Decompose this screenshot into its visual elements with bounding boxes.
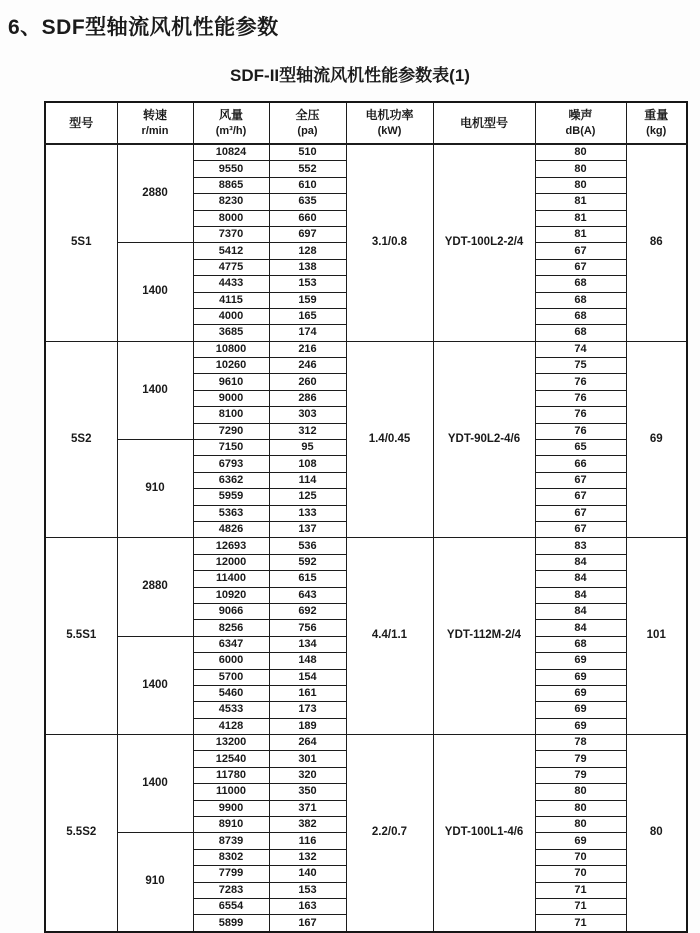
pressure-cell: 159 [269, 292, 346, 308]
airflow-cell: 5959 [193, 489, 269, 505]
pressure-cell: 643 [269, 587, 346, 603]
fan-performance-table [44, 101, 688, 933]
airflow-cell: 5460 [193, 685, 269, 701]
noise-cell: 76 [535, 374, 626, 390]
pressure-cell: 108 [269, 456, 346, 472]
airflow-cell: 9066 [193, 603, 269, 619]
noise-cell: 68 [535, 276, 626, 292]
pressure-cell: 510 [269, 144, 346, 161]
speed-cell: 1400 [117, 341, 193, 439]
airflow-cell: 6362 [193, 472, 269, 488]
airflow-cell: 5700 [193, 669, 269, 685]
noise-cell: 79 [535, 767, 626, 783]
airflow-cell: 7370 [193, 226, 269, 242]
pressure-cell: 128 [269, 243, 346, 259]
airflow-cell: 7799 [193, 866, 269, 882]
noise-cell: 80 [535, 161, 626, 177]
pressure-cell: 264 [269, 735, 346, 751]
noise-cell: 75 [535, 358, 626, 374]
pressure-cell: 137 [269, 521, 346, 537]
col-header-noise-unit: dB(A) [565, 124, 596, 137]
speed-cell: 910 [117, 833, 193, 932]
pressure-cell: 660 [269, 210, 346, 226]
pressure-cell: 154 [269, 669, 346, 685]
noise-cell: 80 [535, 144, 626, 161]
pressure-cell: 615 [269, 571, 346, 587]
motor-model-cell: YDT-100L2-2/4 [433, 144, 535, 341]
pressure-cell: 134 [269, 636, 346, 652]
table-row [45, 538, 687, 554]
airflow-cell: 4433 [193, 276, 269, 292]
col-header-pressure-title: 全压 [295, 108, 320, 123]
noise-cell: 80 [535, 817, 626, 833]
airflow-cell: 6793 [193, 456, 269, 472]
pressure-cell: 114 [269, 472, 346, 488]
pressure-cell: 153 [269, 276, 346, 292]
noise-cell: 69 [535, 833, 626, 849]
airflow-cell: 8910 [193, 817, 269, 833]
pressure-cell: 173 [269, 702, 346, 718]
pressure-cell: 163 [269, 898, 346, 914]
noise-cell: 84 [535, 571, 626, 587]
noise-cell: 84 [535, 587, 626, 603]
motor-model-cell: YDT-112M-2/4 [433, 538, 535, 735]
speed-cell: 2880 [117, 538, 193, 636]
noise-cell: 84 [535, 620, 626, 636]
table-title: SDF-II型轴流风机性能参数表(1) [230, 66, 470, 85]
pressure-cell: 303 [269, 407, 346, 423]
airflow-cell: 8100 [193, 407, 269, 423]
col-header-weight-title: 重量 [644, 108, 669, 123]
motor-model-cell: YDT-100L1-4/6 [433, 735, 535, 932]
noise-cell: 80 [535, 800, 626, 816]
noise-cell: 69 [535, 653, 626, 669]
col-header-pressure-unit: (pa) [297, 124, 318, 137]
pressure-cell: 692 [269, 603, 346, 619]
motor-power-cell: 1.4/0.45 [346, 341, 433, 538]
noise-cell: 81 [535, 226, 626, 242]
motor-power-cell: 2.2/0.7 [346, 735, 433, 932]
pressure-cell: 371 [269, 800, 346, 816]
pressure-cell: 138 [269, 259, 346, 275]
pressure-cell: 133 [269, 505, 346, 521]
pressure-cell: 116 [269, 833, 346, 849]
airflow-cell: 12540 [193, 751, 269, 767]
pressure-cell: 174 [269, 325, 346, 341]
airflow-cell: 11780 [193, 767, 269, 783]
airflow-cell: 5363 [193, 505, 269, 521]
col-header-speed-title: 转速 [142, 108, 167, 123]
noise-cell: 69 [535, 702, 626, 718]
airflow-cell: 7150 [193, 440, 269, 456]
noise-cell: 76 [535, 390, 626, 406]
noise-cell: 76 [535, 423, 626, 439]
pressure-cell: 167 [269, 915, 346, 932]
pressure-cell: 189 [269, 718, 346, 734]
pressure-cell: 125 [269, 489, 346, 505]
pressure-cell: 635 [269, 194, 346, 210]
pressure-cell: 536 [269, 538, 346, 554]
pressure-cell: 382 [269, 817, 346, 833]
airflow-cell: 4000 [193, 308, 269, 324]
noise-cell: 69 [535, 669, 626, 685]
pressure-cell: 260 [269, 374, 346, 390]
col-header-power-title: 电机功率 [365, 108, 414, 123]
airflow-cell: 4115 [193, 292, 269, 308]
pressure-cell: 246 [269, 358, 346, 374]
noise-cell: 71 [535, 898, 626, 914]
noise-cell: 66 [535, 456, 626, 472]
airflow-cell: 8256 [193, 620, 269, 636]
airflow-cell: 9610 [193, 374, 269, 390]
motor-power-cell: 3.1/0.8 [346, 144, 433, 341]
speed-cell: 910 [117, 440, 193, 538]
col-header-airflow [193, 102, 269, 144]
weight-cell: 69 [626, 341, 687, 538]
col-header-pressure [269, 102, 346, 144]
pressure-cell: 592 [269, 554, 346, 570]
airflow-cell: 10260 [193, 358, 269, 374]
table-row [45, 144, 687, 161]
airflow-cell: 6347 [193, 636, 269, 652]
noise-cell: 76 [535, 407, 626, 423]
weight-cell: 86 [626, 144, 687, 341]
airflow-cell: 6554 [193, 898, 269, 914]
weight-cell: 80 [626, 735, 687, 932]
noise-cell: 69 [535, 685, 626, 701]
airflow-cell: 8230 [193, 194, 269, 210]
weight-cell: 101 [626, 538, 687, 735]
pressure-cell: 697 [269, 226, 346, 242]
col-header-speed [117, 102, 193, 144]
noise-cell: 70 [535, 849, 626, 865]
airflow-cell: 9900 [193, 800, 269, 816]
airflow-cell: 12000 [193, 554, 269, 570]
col-header-power-unit: (kW) [377, 124, 402, 137]
noise-cell: 68 [535, 308, 626, 324]
speed-cell: 1400 [117, 636, 193, 734]
noise-cell: 68 [535, 325, 626, 341]
noise-cell: 67 [535, 489, 626, 505]
model-cell: 5.5S1 [45, 538, 117, 735]
airflow-cell: 10800 [193, 341, 269, 357]
pressure-cell: 132 [269, 849, 346, 865]
col-header-airflow-title: 风量 [218, 108, 243, 123]
noise-cell: 67 [535, 521, 626, 537]
pressure-cell: 350 [269, 784, 346, 800]
noise-cell: 68 [535, 636, 626, 652]
pressure-cell: 610 [269, 177, 346, 193]
noise-cell: 79 [535, 751, 626, 767]
pressure-cell: 312 [269, 423, 346, 439]
speed-cell: 1400 [117, 243, 193, 341]
table-row [45, 735, 687, 751]
airflow-cell: 9550 [193, 161, 269, 177]
motor-power-cell: 4.4/1.1 [346, 538, 433, 735]
airflow-cell: 8865 [193, 177, 269, 193]
pressure-cell: 756 [269, 620, 346, 636]
table-row [45, 341, 687, 357]
airflow-cell: 4533 [193, 702, 269, 718]
noise-cell: 80 [535, 784, 626, 800]
col-header-motor [433, 102, 535, 144]
col-header-weight-unit: (kg) [646, 124, 667, 137]
noise-cell: 84 [535, 554, 626, 570]
col-header-power [346, 102, 433, 144]
airflow-cell: 11400 [193, 571, 269, 587]
pressure-cell: 552 [269, 161, 346, 177]
speed-cell: 1400 [117, 735, 193, 833]
motor-model-cell: YDT-90L2-4/6 [433, 341, 535, 538]
col-header-model-title: 型号 [69, 115, 94, 130]
noise-cell: 71 [535, 882, 626, 898]
airflow-cell: 8739 [193, 833, 269, 849]
pressure-cell: 148 [269, 653, 346, 669]
table-header [45, 102, 687, 144]
page-title: 6、SDF型轴流风机性能参数 [8, 16, 279, 39]
airflow-cell: 8000 [193, 210, 269, 226]
noise-cell: 71 [535, 915, 626, 932]
airflow-cell: 3685 [193, 325, 269, 341]
noise-cell: 81 [535, 210, 626, 226]
airflow-cell: 7283 [193, 882, 269, 898]
airflow-cell: 4826 [193, 521, 269, 537]
pressure-cell: 301 [269, 751, 346, 767]
col-header-model [45, 102, 117, 144]
noise-cell: 74 [535, 341, 626, 357]
col-header-noise [535, 102, 626, 144]
noise-cell: 78 [535, 735, 626, 751]
pressure-cell: 320 [269, 767, 346, 783]
pressure-cell: 216 [269, 341, 346, 357]
model-cell: 5.5S2 [45, 735, 117, 932]
pressure-cell: 95 [269, 440, 346, 456]
airflow-cell: 5412 [193, 243, 269, 259]
table-body [45, 144, 687, 932]
col-header-motor-title: 电机型号 [459, 115, 508, 130]
model-cell: 5S2 [45, 341, 117, 538]
pressure-cell: 165 [269, 308, 346, 324]
airflow-cell: 10824 [193, 144, 269, 161]
noise-cell: 67 [535, 243, 626, 259]
noise-cell: 83 [535, 538, 626, 554]
col-header-speed-unit: r/min [141, 124, 169, 137]
airflow-cell: 10920 [193, 587, 269, 603]
col-header-weight [626, 102, 687, 144]
noise-cell: 84 [535, 603, 626, 619]
noise-cell: 80 [535, 177, 626, 193]
noise-cell: 68 [535, 292, 626, 308]
airflow-cell: 9000 [193, 390, 269, 406]
model-cell: 5S1 [45, 144, 117, 341]
pressure-cell: 286 [269, 390, 346, 406]
noise-cell: 67 [535, 259, 626, 275]
pressure-cell: 161 [269, 685, 346, 701]
noise-cell: 70 [535, 866, 626, 882]
noise-cell: 69 [535, 718, 626, 734]
noise-cell: 81 [535, 194, 626, 210]
noise-cell: 67 [535, 472, 626, 488]
header-row [45, 102, 687, 144]
noise-cell: 67 [535, 505, 626, 521]
airflow-cell: 5899 [193, 915, 269, 932]
airflow-cell: 8302 [193, 849, 269, 865]
airflow-cell: 6000 [193, 653, 269, 669]
pressure-cell: 153 [269, 882, 346, 898]
airflow-cell: 7290 [193, 423, 269, 439]
col-header-noise-title: 噪声 [568, 108, 593, 123]
airflow-cell: 4775 [193, 259, 269, 275]
airflow-cell: 11000 [193, 784, 269, 800]
airflow-cell: 4128 [193, 718, 269, 734]
airflow-cell: 13200 [193, 735, 269, 751]
col-header-airflow-unit: (m³/h) [215, 124, 247, 137]
speed-cell: 2880 [117, 144, 193, 243]
airflow-cell: 12693 [193, 538, 269, 554]
noise-cell: 65 [535, 440, 626, 456]
pressure-cell: 140 [269, 866, 346, 882]
